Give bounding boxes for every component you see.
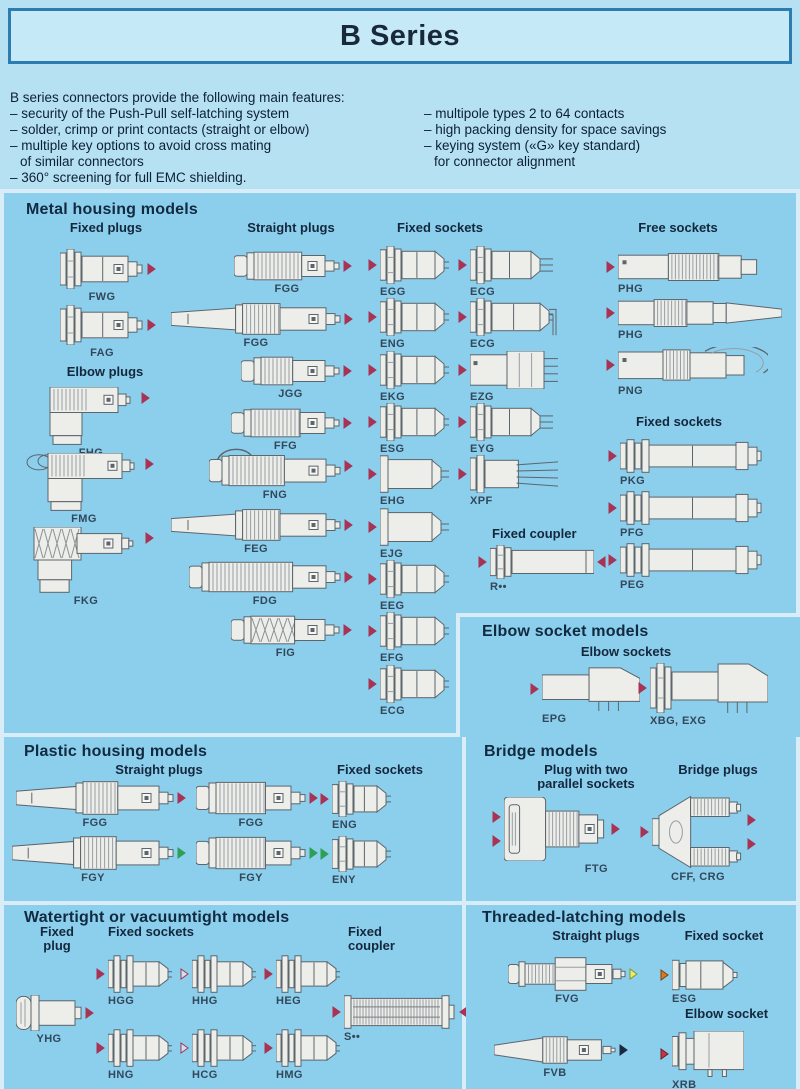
- model-code: FFG: [273, 440, 298, 452]
- group-heading-line: parallel sockets: [537, 776, 635, 791]
- model-code: XRB: [672, 1079, 697, 1089]
- connector-item-CFFCRG: [640, 795, 756, 883]
- group-heading: Bridge plugs: [678, 762, 758, 777]
- direction-arrow-red: [640, 826, 649, 838]
- model-code: HCG: [192, 1069, 218, 1081]
- connector-drawing-hsocket: [108, 955, 172, 993]
- features-intro: B series connectors provide the following main features:: [10, 90, 345, 105]
- connector-item-EYG: [458, 403, 558, 455]
- connector-item-FVG: [508, 957, 638, 1005]
- connector-drawing-epins: [470, 246, 558, 284]
- connector-item-HNG: [96, 1029, 172, 1081]
- model-code: YHG: [36, 1033, 62, 1045]
- connector-drawing-coupler: [490, 545, 594, 579]
- model-code: PNG: [618, 385, 644, 397]
- features-left-column: [10, 90, 420, 186]
- connector-item-JGG: [241, 356, 352, 400]
- connector-item-PHG: [606, 253, 758, 295]
- direction-arrow-red: [606, 307, 615, 319]
- model-code: HGG: [108, 995, 135, 1007]
- group-heading: Fixed sockets: [397, 220, 483, 235]
- section-metal-housing: [4, 193, 796, 733]
- connector-item-HEG: [264, 955, 340, 1007]
- connector-drawing-ribplug: [189, 561, 341, 593]
- direction-arrow-red: [332, 1006, 341, 1018]
- model-code: FDG: [252, 595, 278, 607]
- connector-drawing-elbowsocket: [542, 667, 640, 711]
- model-code: R••: [490, 581, 507, 593]
- direction-arrow-red: [85, 1007, 94, 1019]
- direction-arrow-red: [611, 823, 620, 835]
- connector-item-XPF: [458, 455, 558, 507]
- direction-arrow-red: [458, 259, 467, 271]
- section-title: Plastic housing models: [24, 743, 208, 760]
- model-code: FAG: [90, 347, 114, 359]
- connector-drawing-ebentpins: [470, 298, 558, 336]
- section-title: Watertight or vacuumtight models: [24, 909, 290, 926]
- group-heading: Fixed sockets: [337, 762, 423, 777]
- model-code: HEG: [276, 995, 302, 1007]
- model-code: EZG: [470, 391, 494, 403]
- section-bridge-models: [466, 737, 796, 901]
- direction-arrow-red: [177, 792, 186, 804]
- direction-arrow-red: [530, 683, 539, 695]
- connector-item-FWG: [60, 249, 156, 303]
- connector-drawing-parallelplug: [504, 797, 608, 861]
- model-code: FGG: [243, 337, 269, 349]
- connector-drawing-hsocket: [192, 955, 256, 993]
- direction-arrow-red: [747, 838, 756, 850]
- model-code: EEG: [380, 600, 405, 612]
- connector-item-HMG: [264, 1029, 340, 1081]
- connector-item-HHG: [180, 955, 256, 1007]
- group-heading: Straight plugs: [552, 928, 640, 943]
- model-code: HNG: [108, 1069, 134, 1081]
- connector-item-PEG: [608, 543, 762, 591]
- group-heading: Fixed socket: [684, 928, 764, 943]
- model-code: PHG: [618, 283, 644, 295]
- model-code: ESG: [380, 443, 405, 455]
- connector-drawing-elbow: [44, 387, 138, 445]
- model-code: FTG: [584, 863, 608, 875]
- model-code: CFF, CRG: [671, 871, 725, 883]
- connector-drawing-esocket: [380, 246, 454, 284]
- connector-item-EFG: [368, 612, 454, 664]
- connector-item-EPG: [530, 667, 640, 725]
- model-code: HHG: [192, 995, 218, 1007]
- connector-drawing-freesocket: [618, 253, 758, 281]
- direction-arrow-red: [343, 624, 352, 636]
- model-code: XBG, EXG: [650, 715, 707, 727]
- connector-item-ENG: [320, 781, 396, 831]
- connector-drawing-splug: [196, 781, 306, 815]
- connector-item-ESG: [660, 959, 738, 1005]
- connector-item-FDG: [189, 561, 353, 607]
- series-title-box: [8, 8, 792, 64]
- connector-item-EJG: [368, 508, 454, 560]
- connector-drawing-splugs: [241, 356, 340, 386]
- direction-arrow-red: [368, 416, 377, 428]
- group-heading: Fixed sockets: [636, 414, 722, 429]
- connector-item-EHG: [368, 455, 454, 507]
- connector-item-XRB: [660, 1031, 744, 1089]
- connector-item-PKG: [608, 439, 762, 487]
- connector-drawing-hsocket: [108, 1029, 172, 1067]
- model-code: FGY: [239, 872, 263, 884]
- connector-drawing-coneplug: [171, 509, 341, 541]
- group-heading: Straight plugs: [115, 762, 203, 777]
- direction-arrow-red: [344, 519, 353, 531]
- group-heading: Elbow sockets: [580, 644, 672, 659]
- connector-drawing-yhg: [16, 995, 82, 1031]
- model-code: ECG: [380, 705, 406, 717]
- connector-item-FVB: [494, 1035, 628, 1079]
- connector-drawing-fplug: [60, 249, 144, 289]
- model-code: FWG: [88, 291, 116, 303]
- connector-drawing-hatchelbow: [30, 527, 142, 593]
- model-code: EFG: [380, 652, 404, 664]
- model-code: FMG: [71, 513, 97, 525]
- direction-arrow-red: [344, 460, 353, 472]
- direction-arrow-red: [344, 313, 353, 325]
- section-title: Metal housing models: [26, 201, 199, 218]
- group-heading: [348, 925, 418, 953]
- section-watertight: [4, 905, 462, 1089]
- direction-arrow-red: [368, 625, 377, 637]
- direction-arrow-red: [458, 416, 467, 428]
- model-code: FNG: [262, 489, 288, 501]
- connector-item-FEG: [171, 509, 353, 555]
- connector-item-FGY: [12, 836, 186, 884]
- direction-arrow-red: [492, 835, 501, 847]
- group-heading: [28, 925, 86, 953]
- connector-drawing-fvb: [494, 1035, 616, 1065]
- model-code: FVG: [555, 993, 579, 1005]
- group-heading: Straight plugs: [247, 220, 335, 235]
- group-heading: Fixed sockets: [108, 924, 194, 939]
- direction-arrow-green: [309, 847, 318, 859]
- model-code: XPF: [470, 495, 493, 507]
- connector-drawing-scoupler: [344, 995, 456, 1029]
- connector-drawing-freesocketcap: [618, 347, 768, 383]
- connector-item-EGG: [368, 246, 454, 298]
- model-code: FGG: [274, 283, 300, 295]
- series-title: B Series: [339, 19, 461, 52]
- feature-line: – multipole types 2 to 64 contacts: [424, 106, 625, 121]
- model-code: ENG: [380, 338, 406, 350]
- group-heading: Fixed plugs: [69, 220, 143, 235]
- connector-item-FKG: [30, 527, 154, 607]
- connector-drawing-esocket: [380, 665, 454, 703]
- direction-arrow-red: [608, 450, 617, 462]
- direction-arrow-red: [478, 556, 487, 568]
- connector-drawing-esocket: [380, 612, 454, 650]
- connector-drawing-hsocket: [276, 1029, 340, 1067]
- connector-drawing-hsocket: [276, 955, 340, 993]
- section-title: Threaded-latching models: [482, 909, 686, 926]
- direction-arrow-red: [368, 521, 377, 533]
- feature-line: – high packing density for space savings: [424, 122, 667, 137]
- feature-line: – security of the Push-Pull self-latching system: [10, 106, 290, 121]
- model-code: ECG: [470, 338, 496, 350]
- connector-drawing-elbowsocketnut: [650, 663, 768, 713]
- connector-item-PFG: [608, 491, 762, 539]
- group-heading-line: Fixed: [348, 924, 382, 939]
- connector-drawing-coneplug: [12, 836, 174, 870]
- group-heading: Fixed coupler: [492, 526, 577, 541]
- connector-drawing-loopelbow: [26, 453, 142, 511]
- connector-item-PNG: [606, 347, 768, 397]
- section-title: Bridge models: [484, 743, 598, 760]
- connector-item-FGG: [196, 781, 318, 829]
- group-heading-line: Plug with two: [544, 762, 628, 777]
- connector-drawing-ejsocket: [380, 508, 454, 546]
- group-heading: Free sockets: [638, 220, 718, 235]
- connector-item-ECG: [458, 246, 558, 298]
- connector-item-HCG: [180, 1029, 256, 1081]
- connector-item-ENG: [368, 298, 454, 350]
- model-code: S••: [344, 1031, 361, 1043]
- model-code: FKG: [73, 595, 99, 607]
- connector-item-XBGEXG: [638, 663, 768, 727]
- model-code: HMG: [276, 1069, 303, 1081]
- connector-item-FGY: [196, 836, 318, 884]
- connector-item-EEG: [368, 560, 454, 612]
- connector-drawing-epins: [470, 403, 558, 441]
- model-code: PEG: [620, 579, 645, 591]
- connector-drawing-ejsocket: [380, 455, 454, 493]
- connector-item-ENY: [320, 836, 396, 886]
- connector-drawing-esocket: [332, 781, 396, 817]
- connector-drawing-splug: [196, 836, 306, 870]
- direction-arrow-red: [264, 968, 273, 980]
- group-heading-line: plug: [43, 938, 71, 953]
- model-code: PKG: [620, 475, 646, 487]
- connector-drawing-bridgeplug: [652, 795, 744, 869]
- connector-item-FTG: [492, 797, 620, 875]
- feature-line: – keying system («G» key standard): [424, 138, 641, 153]
- model-code: PFG: [620, 527, 644, 539]
- connector-item-ESG: [368, 403, 454, 455]
- connector-item-FGG: [171, 303, 353, 349]
- connector-drawing-esocket: [332, 836, 396, 872]
- connector-drawing-splug: [234, 251, 340, 281]
- direction-arrow-red: [147, 263, 156, 275]
- connector-item-FGG: [16, 781, 186, 829]
- direction-arrow-crimson: [660, 1048, 669, 1060]
- direction-arrow-open: [180, 1042, 189, 1054]
- group-heading-line: coupler: [348, 938, 395, 953]
- connector-drawing-psocket: [620, 491, 762, 525]
- direction-arrow-red: [458, 364, 467, 376]
- connector-item-YHG: [16, 995, 94, 1045]
- connector-drawing-loopplug: [209, 445, 341, 487]
- model-code: ECG: [470, 286, 496, 298]
- direction-arrow-red: [608, 502, 617, 514]
- features-right-column: [424, 106, 784, 170]
- direction-arrow-open: [180, 968, 189, 980]
- direction-arrow-red: [458, 468, 467, 480]
- direction-arrow-red: [606, 261, 615, 273]
- model-code: FIG: [275, 647, 296, 659]
- model-code: EJG: [380, 548, 404, 560]
- direction-arrow-red: [606, 359, 615, 371]
- direction-arrow-red: [320, 793, 329, 805]
- model-code: FEG: [244, 543, 268, 555]
- model-code: FGY: [81, 872, 105, 884]
- connector-item-ECG: [368, 665, 454, 717]
- connector-drawing-hsocket: [192, 1029, 256, 1067]
- connector-drawing-esocket: [380, 560, 454, 598]
- direction-arrow-red: [343, 260, 352, 272]
- connector-item-ECG: [458, 298, 558, 350]
- connector-item-FAG: [60, 305, 156, 359]
- connector-drawing-elongpins: [470, 455, 558, 493]
- section-plastic-housing: [4, 737, 462, 901]
- model-code: ESG: [672, 993, 697, 1005]
- connector-drawing-xrb: [672, 1031, 744, 1077]
- model-code: ENG: [332, 819, 358, 831]
- direction-arrow-green: [320, 848, 329, 860]
- connector-drawing-psocket: [620, 439, 762, 473]
- section-elbow-socket: [456, 613, 800, 737]
- model-code: EPG: [542, 713, 567, 725]
- direction-arrow-red: [344, 571, 353, 583]
- direction-arrow-red: [492, 811, 501, 823]
- model-code: EKG: [380, 391, 406, 403]
- direction-arrow-red: [141, 392, 150, 404]
- model-code: EYG: [470, 443, 495, 455]
- connector-drawing-splug: [231, 408, 340, 438]
- direction-arrow-red: [145, 458, 154, 470]
- model-code: JGG: [278, 388, 303, 400]
- group-heading-line: Fixed: [40, 924, 74, 939]
- connector-drawing-esocket: [380, 351, 454, 389]
- feature-line: of similar connectors: [20, 154, 144, 169]
- connector-item-FGG: [234, 251, 352, 295]
- group-heading: [512, 763, 660, 791]
- direction-arrow-red: [343, 417, 352, 429]
- model-code: FVB: [543, 1067, 567, 1079]
- direction-arrow-red: [145, 532, 154, 544]
- direction-arrow-red: [368, 468, 377, 480]
- model-code: FGG: [238, 817, 264, 829]
- connector-item-S: [332, 995, 468, 1043]
- direction-arrow-red: [96, 968, 105, 980]
- connector-item-FHG: [44, 387, 150, 459]
- connector-drawing-coneplug: [16, 781, 174, 815]
- direction-arrow-yellow: [629, 968, 638, 980]
- connector-item-PHG: [606, 299, 782, 341]
- connector-drawing-esocket: [380, 298, 454, 336]
- direction-arrow-red: [96, 1042, 105, 1054]
- direction-arrow-red: [458, 311, 467, 323]
- feature-line: – solder, crimp or print contacts (straight or elbow): [10, 122, 310, 137]
- connector-drawing-fplug: [60, 305, 144, 345]
- feature-line: for connector alignment: [434, 154, 576, 169]
- connector-item-R: [478, 545, 606, 593]
- feature-line: – 360° screening for full EMC shielding.: [10, 170, 247, 185]
- connector-item-EZG: [458, 351, 558, 403]
- direction-arrow-navy: [619, 1044, 628, 1056]
- direction-arrow-red: [368, 573, 377, 585]
- group-heading: Elbow plugs: [66, 364, 144, 379]
- direction-arrow-red: [638, 682, 647, 694]
- direction-arrow-orange: [660, 969, 669, 981]
- connector-item-FNG: [209, 445, 353, 501]
- direction-arrow-green: [177, 847, 186, 859]
- direction-arrow-red: [597, 556, 606, 568]
- model-code: EGG: [380, 286, 406, 298]
- model-code: EHG: [380, 495, 406, 507]
- connector-item-FIG: [231, 615, 352, 659]
- connector-drawing-fvg: [508, 957, 626, 991]
- connector-drawing-eblock: [470, 351, 558, 389]
- connector-drawing-freesocketcone: [618, 299, 782, 327]
- group-heading: Elbow socket: [685, 1006, 769, 1021]
- connector-item-FMG: [26, 453, 154, 525]
- direction-arrow-red: [368, 678, 377, 690]
- model-code: FGG: [82, 817, 108, 829]
- direction-arrow-red: [309, 792, 318, 804]
- direction-arrow-red: [368, 364, 377, 376]
- connector-drawing-coneplug: [171, 303, 341, 335]
- connector-drawing-psocket: [620, 543, 762, 577]
- direction-arrow-red: [343, 365, 352, 377]
- direction-arrow-red: [147, 319, 156, 331]
- model-code: ENY: [332, 874, 356, 886]
- model-code: PHG: [618, 329, 644, 341]
- direction-arrow-red: [264, 1042, 273, 1054]
- direction-arrow-red: [368, 259, 377, 271]
- connector-drawing-esg2: [672, 959, 738, 991]
- section-title: Elbow socket models: [482, 623, 649, 640]
- feature-line: – multiple key options to avoid cross mating: [10, 138, 272, 153]
- connector-drawing-esocket: [380, 403, 454, 441]
- section-threaded-latching: [466, 905, 796, 1089]
- connector-item-EKG: [368, 351, 454, 403]
- direction-arrow-red: [368, 311, 377, 323]
- direction-arrow-red: [747, 814, 756, 826]
- direction-arrow-red: [608, 554, 617, 566]
- connector-item-HGG: [96, 955, 172, 1007]
- connector-drawing-hatchplug: [231, 615, 340, 645]
